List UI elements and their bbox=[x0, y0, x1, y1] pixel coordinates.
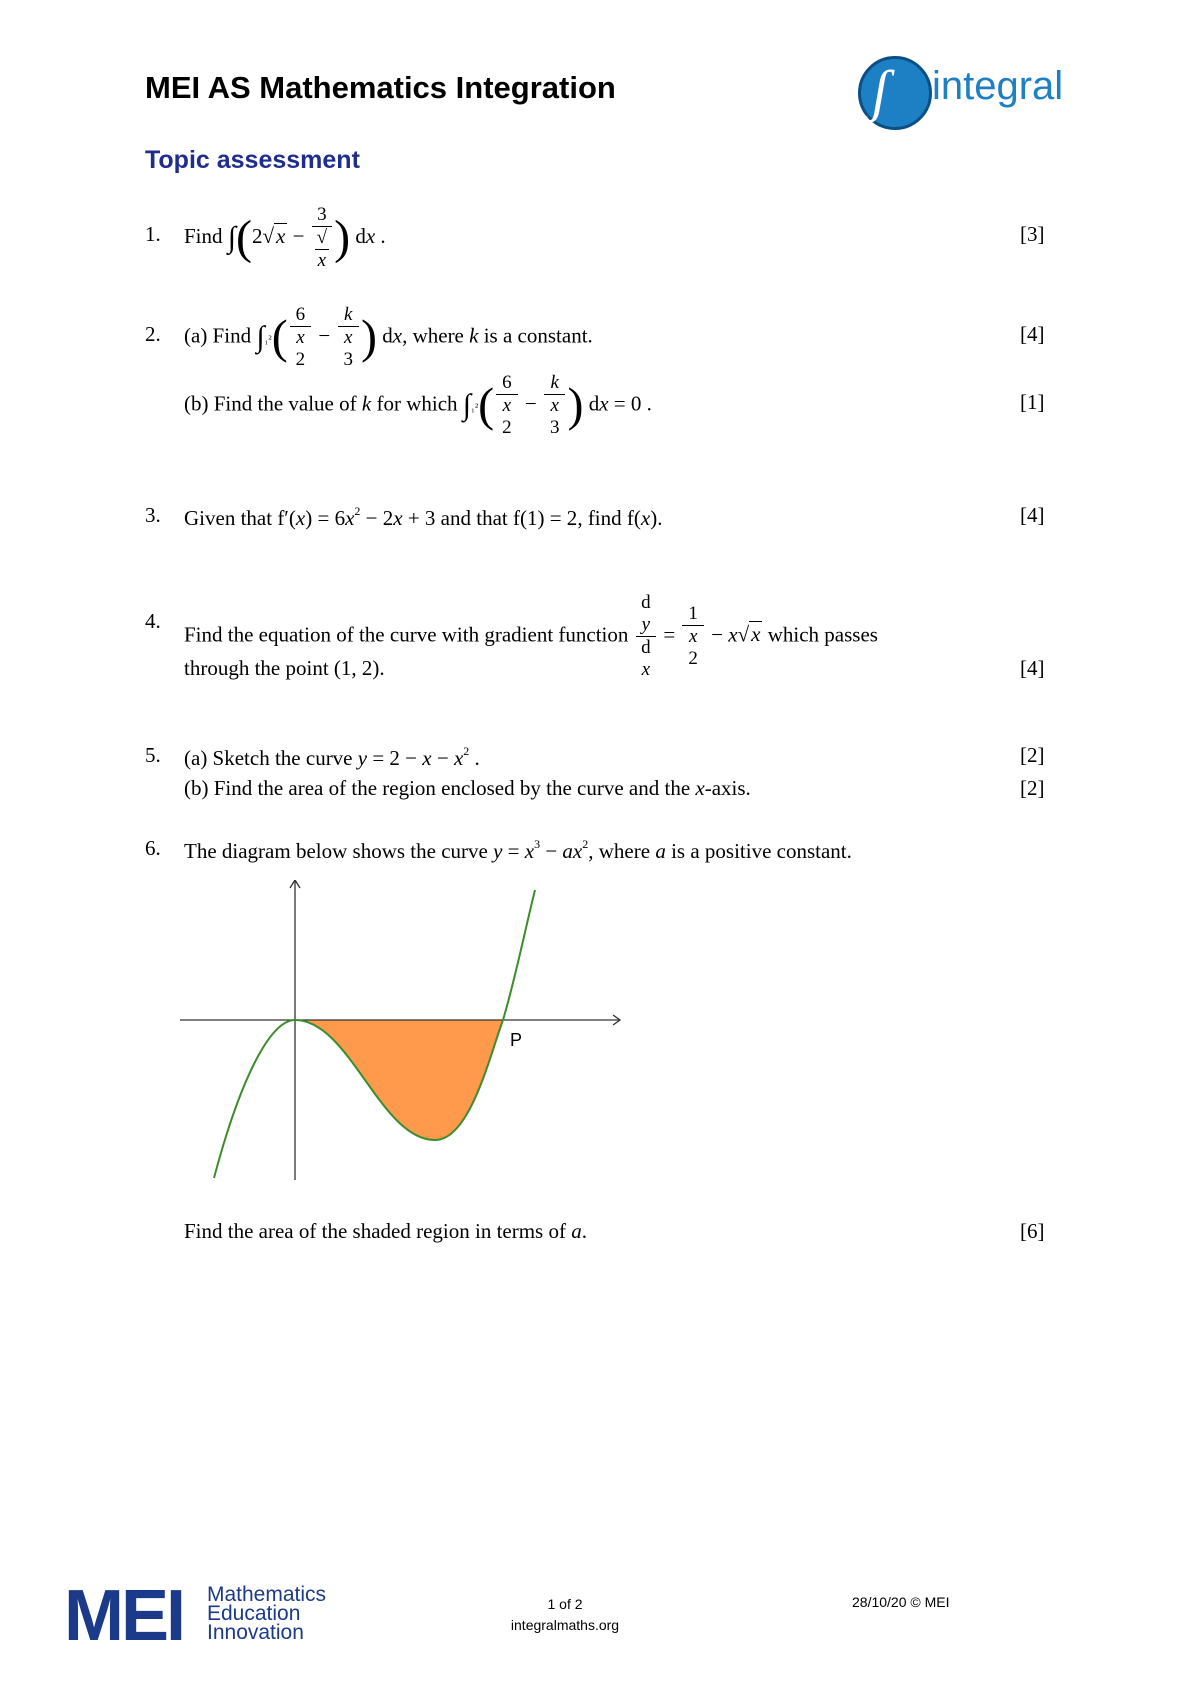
q5b-mark: [2] bbox=[1020, 776, 1045, 800]
q6-body: The diagram below shows the curve $y = x^3 - ax^2$, where a is a positive constant. bbox=[184, 837, 852, 863]
section-heading: Topic assessment bbox=[145, 146, 360, 174]
q3-number: 3. bbox=[145, 503, 161, 527]
q2b-text: (b) Find the value of bbox=[184, 391, 357, 416]
mei-logo: MEI bbox=[64, 1576, 184, 1656]
point-p-label: P bbox=[510, 1030, 523, 1050]
page-number: 1 of 2 bbox=[547, 1596, 583, 1612]
footer-website: integralmaths.org bbox=[510, 1617, 620, 1633]
q3-body: Given that $f'(x) = 6x^2 - 2x + 3$ and that f(1) = 2, find f(x). bbox=[184, 504, 663, 530]
q1-text: Find bbox=[184, 223, 223, 248]
footer-date: 28/10/20 © MEI bbox=[852, 1594, 950, 1610]
q2a-text: (a) Find bbox=[184, 323, 252, 348]
q5a-body: (a) Sketch the curve $y = 2 - x - x^2$ . bbox=[184, 744, 480, 770]
q3-mark: [4] bbox=[1020, 503, 1045, 527]
q4-number: 4. bbox=[145, 609, 161, 633]
q6-final-text: Find the area of the shaded region in terms of a. bbox=[184, 1219, 587, 1243]
q5-number: 5. bbox=[145, 743, 161, 767]
q5b-body: (b) Find the area of the region enclosed by the curve and the x-axis. bbox=[184, 776, 751, 800]
q1-mark: [3] bbox=[1020, 222, 1045, 246]
q6-mark: [6] bbox=[1020, 1219, 1045, 1243]
q1-number: 1. bbox=[145, 222, 161, 246]
integral-logo-icon: ʃ bbox=[872, 58, 889, 123]
q5a-mark: [2] bbox=[1020, 743, 1045, 767]
q1-body: Find ∫(2√x − 3 √ x ) dx . bbox=[184, 204, 386, 271]
page-title: MEI AS Mathematics Integration bbox=[145, 70, 616, 105]
integral-logo bbox=[858, 56, 1098, 132]
integral-logo-circle bbox=[858, 56, 932, 130]
q2a-mark: [4] bbox=[1020, 322, 1045, 346]
q4-mark: [4] bbox=[1020, 656, 1045, 680]
q6-number: 6. bbox=[145, 836, 161, 860]
integral-logo-text: integral bbox=[932, 64, 1064, 108]
cubic-curve-diagram bbox=[180, 880, 630, 1180]
footer-page-info bbox=[490, 1594, 640, 1636]
q2a-body: (a) Find ∫₁²( 6 x 2 − k x 3 ) dx, where k is a constant. bbox=[184, 304, 593, 370]
q2-number: 2. bbox=[145, 322, 161, 346]
q4-body: Find the equation of the curve with gradient function d y d x = 1 x 2 − x√x which passes bbox=[184, 592, 878, 680]
q4-line2: through the point (1, 2). bbox=[184, 656, 385, 680]
mei-logo-text: Mathematics Education Innovation bbox=[207, 1583, 327, 1644]
q2b-body: (b) Find the value of k for which ∫₁²( 6 x 2 − k x 3 ) dx = 0 . bbox=[184, 372, 652, 438]
q2b-mark: [1] bbox=[1020, 390, 1045, 414]
